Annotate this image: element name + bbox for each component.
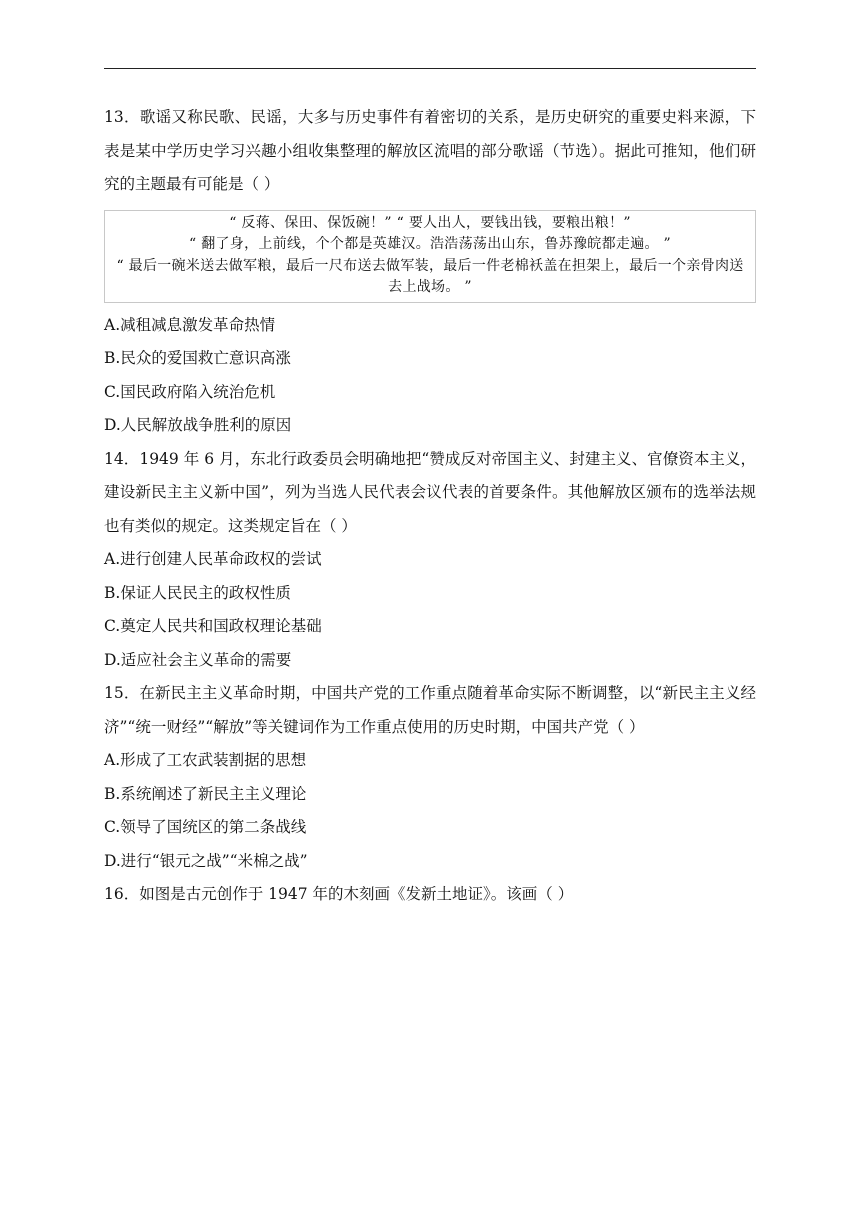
option-a: A.进行创建人民革命政权的尝试 <box>104 550 322 568</box>
option-d: D.人民解放战争胜利的原因 <box>104 416 292 434</box>
question-14-stem: 14．1949 年 6 月，东北行政委员会明确地把“赞成反对帝国主义、封建主义、官僚资本主义，建设新民主主义新中国”，列为当选人民代表会议代表的首要条件。其他解放区颁布的选举法规也有类似的规定。这类规定旨在（ ） <box>104 449 756 535</box>
question-16 <box>104 878 756 912</box>
option-b: B.民众的爱国救亡意识高涨 <box>104 349 291 367</box>
question-15-stem: 15．在新民主主义革命时期，中国共产党的工作重点随着革命实际不断调整，以“新民主主义经济”“统一财经”“解放”等关键词作为工作重点使用的历史时期，中国共产党（ ） <box>104 684 756 736</box>
question-15 <box>104 677 756 878</box>
option-a: A.减租减息激发革命热情 <box>104 315 276 334</box>
question-14 <box>104 443 756 678</box>
ballad-quote-line: “ 翻了身，上前线，个个都是英雄汉。浩浩荡荡出山东，鲁苏豫皖都走遍。 ” <box>188 236 671 252</box>
ballad-quote-box <box>104 210 756 303</box>
option-c: C.领导了国统区的第二条战线 <box>104 818 307 836</box>
header-rule <box>104 68 756 69</box>
option-d: D.适应社会主义革命的需要 <box>104 650 292 669</box>
ballad-quote-line: “ 反蒋、保田、保饭碗！” “ 要人出人，要钱出钱，要粮出粮！” <box>229 214 631 231</box>
question-14-options <box>104 543 756 677</box>
question-15-options <box>104 744 756 878</box>
question-16-stem: 16．如图是古元创作于 1947 年的木刻画《发新土地证》。该画（ ） <box>104 885 574 903</box>
option-b: B.保证人民民主的政权性质 <box>104 583 291 602</box>
option-a: A.形成了工农武装割据的思想 <box>104 751 307 769</box>
ballad-quote-line: “ 最后一碗米送去做军粮，最后一尺布送去做军装，最后一件老棉袄盖在担架上，最后一个亲骨肉送去上战场。 ” <box>116 257 744 295</box>
option-b: B.系统阐述了新民主主义理论 <box>104 784 307 803</box>
question-13 <box>104 101 756 443</box>
question-13-options <box>104 309 756 443</box>
question-13-stem: 13．歌谣又称民歌、民谣，大多与历史事件有着密切的关系，是历史研究的重要史料来源，下表是某中学历史学习兴趣小组收集整理的解放区流唱的部分歌谣（节选）。据此可推知，他们研究的主题最有可能是（ ） <box>104 108 756 193</box>
question-content <box>104 101 756 912</box>
option-d: D.进行“银元之战”“米棉之战” <box>104 851 308 870</box>
option-c: C.国民政府陷入统治危机 <box>104 382 276 401</box>
option-c: C.奠定人民共和国政权理论基础 <box>104 617 322 635</box>
